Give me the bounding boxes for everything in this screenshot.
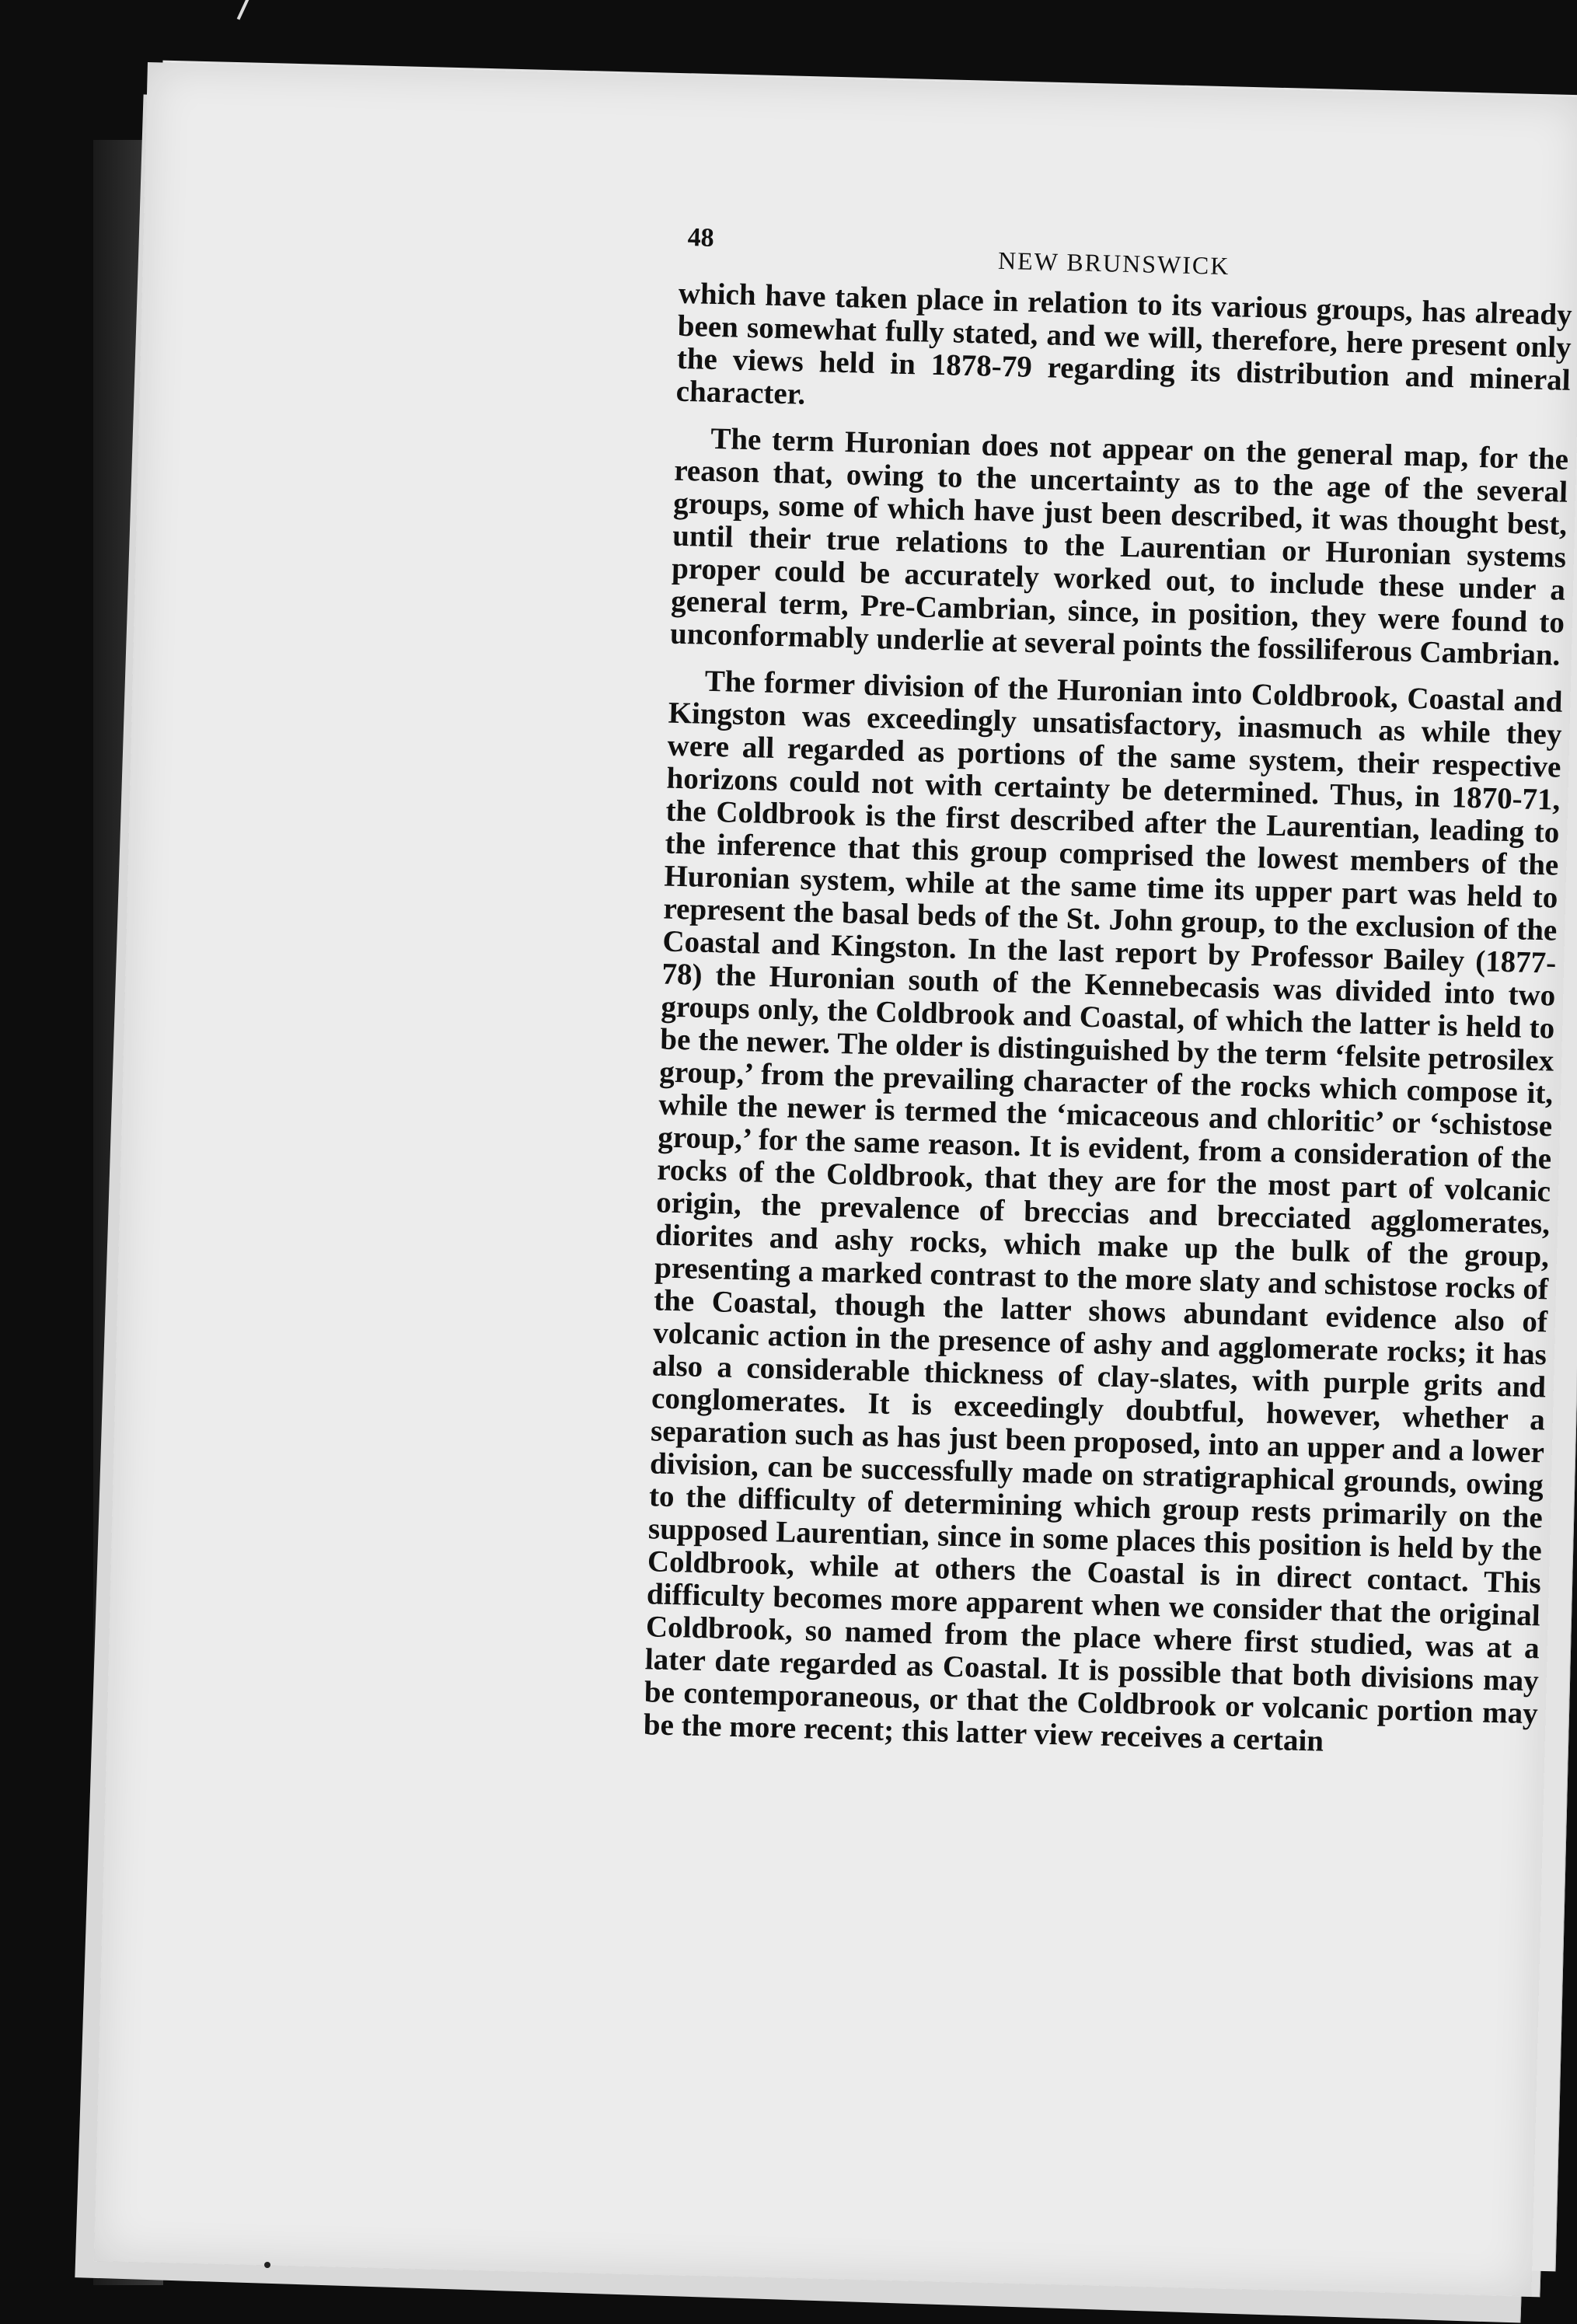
book-page [94,62,1577,2296]
paragraph: The former division of the Huronian into Coldbrook, Coastal and Kingston was exceedingly unsatisfactory, inasmuch as while they were all regarded as portions of the same system, their respective horizons could not with certainty be determined. Thus, in 1870-71, the Coldbrook is the first described after the Laurentian, leading to the inference that this group comprised the lowest members of the Huronian system, while at the same time its upper part was held to represent the basal beds of the St. John group, to the exclusion of the Coastal and Kingston. In the last report by Professor Bailey (1877-78) the Huronian south of the Kennebecasis was divided into two groups only, the Coldbrook and Coastal, of which the latter is held to be the newer. The older is distinguished by the term ‘felsite petrosilex group,’ from the prevailing character of the rocks which compose it, while the newer is termed the ‘micaceous and chloritic’ or ‘schistose group,’ for the same reason. It is evident, from a consideration of the rocks of the Coldbrook, that they are for the most part of volcanic origin, the prevalence of breccias and brecciated agglomerates, diorites and ashy rocks, which make up the bulk of the group, presenting a marked contrast to the more slaty and schistose rocks of the Coastal, though the latter shows abundant evidence also of volcanic action in the presence of ashy and agglomerate rocks; it has also a considerable thickness of clay-slates, with purple grits and conglomerates. It is exceedingly doubtful, however, whether a separation such as has just been proposed, into an upper and a lower division, can be successfully made on stratigraphical grounds, owing to the difficulty of determining which group rests primarily on the supposed Laurentian, since in some places this position is held by the Coldbrook, while at others the Coastal is in direct contact. This difficulty becomes more apparent when we consider that the original Coldbrook, so named from the place where first studied, was at a later date regarded as Coastal. It is possible that both divisions may be contemporaneous, or that the Coldbrook or volcanic portion may be the more recent; this latter view receives a certain [643,664,1563,1758]
margin-mark [237,0,263,26]
page-speck [264,2262,270,2268]
page-number: 48 [687,223,715,253]
running-head-title: NEW BRUNSWICK [997,246,1230,281]
paragraph: The term Huronian does not appear on the general map, for the reason that, owing to the uncertainty as to the age of the several groups, some of which have just been described, it was thought best, until their true relations to the Laurentian or Huronian systems proper could be accurately worked out, to include these under a general term, Pre-Cambrian, since, in position, they were found to unconformably underlie at several points the fossiliferous Cambrian. [669,421,1569,672]
page-text-block [643,223,1574,1778]
paragraph: which have taken place in relation to its various groups, has already been somewhat fully stated, and we will, therefore, here present only the views held in 1878-79 regarding its distribution and mineral character. [675,276,1573,411]
